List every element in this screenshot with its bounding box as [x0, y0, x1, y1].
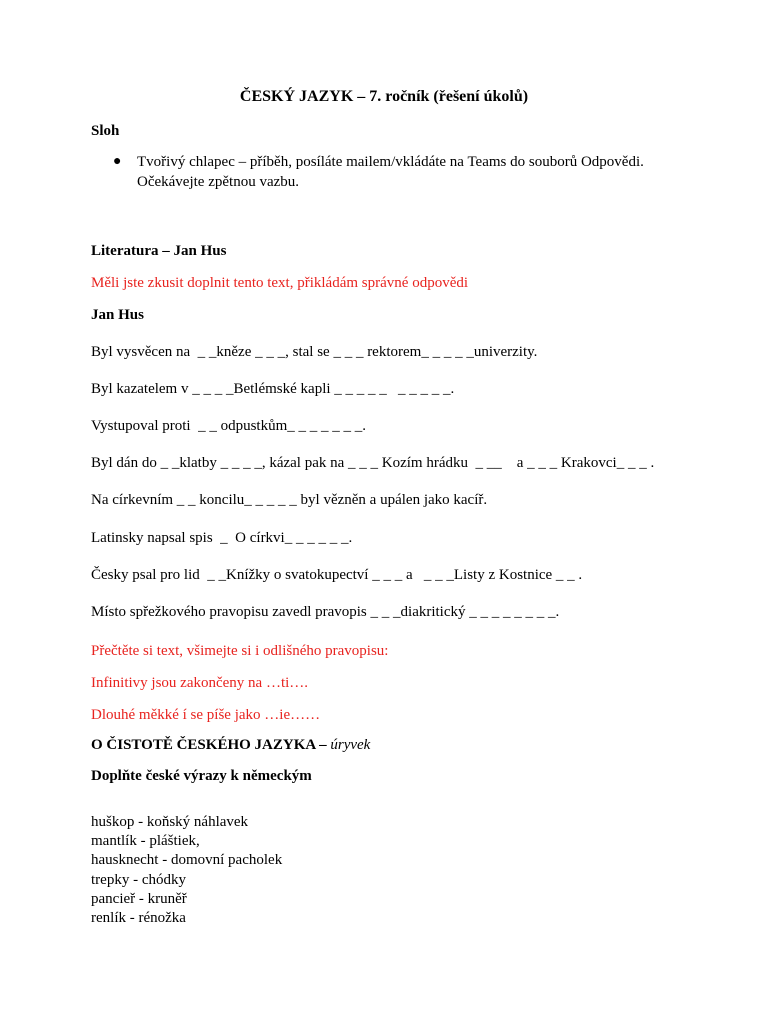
fill-in-line: Na církevním _ _ koncilu_ _ _ _ _ byl vězněn a upálen jako kacíř. — [91, 492, 488, 508]
bullet-text-line1: Tvořivý chlapec – příběh, posíláte mailem/vkládáte na Teams do souborů Odpovědi. — [137, 154, 644, 170]
fill-in-line: Latinsky napsal spis _ O církvi_ _ _ _ _ _. — [91, 530, 353, 546]
word-pair: huškop - koňský náhlavek — [91, 814, 249, 830]
fill-in-line: Místo spřežkového pravopisu zavedl pravopis _ _ _diakritický _ _ _ _ _ _ _ _. — [91, 604, 560, 620]
word-pair: mantlík - pláštiek, — [91, 833, 200, 849]
fill-in-line: Byl dán do _ _klatby _ _ _ _, kázal pak na _ _ _ Kozím hrádku _ __ a _ _ _ Krakovci_ _ _ . — [91, 455, 655, 471]
fill-in-line: Byl vysvěcen na _ _kněze _ _ _, stal se _ _ _ rektorem_ _ _ _ _univerzity. — [91, 344, 538, 360]
section-heading-literatura: Literatura – Jan Hus — [91, 243, 227, 259]
red-note-line: Dlouhé měkké í se píše jako …ie…… — [91, 707, 321, 723]
red-note-line: Infinitivy jsou zakončeny na …ti…. — [91, 675, 309, 691]
section-heading-cistota-italic: úryvek — [330, 737, 371, 753]
bullet-icon: ● — [113, 154, 122, 169]
word-pair: renlík - rénožka — [91, 910, 186, 926]
section-heading-cistota — [91, 736, 370, 754]
fill-in-line: Byl kazatelem v _ _ _ _Betlémské kapli _ _ _ _ _ _ _ _ _ _. — [91, 381, 455, 397]
fill-in-line: Česky psal pro lid _ _Knížky o svatokupectví _ _ _ a _ _ _Listy z Kostnice _ _ . — [91, 567, 583, 583]
word-pair: trepky - chódky — [91, 872, 186, 888]
section-heading-cistota-text: O ČISTOTĚ ČESKÉHO JAZYKA – — [91, 737, 331, 753]
subheading-jan-hus: Jan Hus — [91, 307, 144, 323]
section-heading-sloh: Sloh — [91, 123, 120, 139]
bullet-text-line2: Očekávejte zpětnou vazbu. — [137, 174, 300, 190]
page-title: ČESKÝ JAZYK – 7. ročník (řešení úkolů) — [239, 88, 529, 105]
red-note-line: Přečtěte si text, všimejte si i odlišného pravopisu: — [91, 643, 389, 659]
word-pair: hausknecht - domovní pacholek — [91, 852, 283, 868]
fill-in-line: Vystupoval proti _ _ odpustkům_ _ _ _ _ _ _. — [91, 418, 367, 434]
instruction-heading: Doplňte české výrazy k německým — [91, 768, 312, 784]
instruction-text: Měli jste zkusit doplnit tento text, přikládám správné odpovědi — [91, 275, 469, 291]
word-pair: pancieř - kruněř — [91, 891, 187, 907]
